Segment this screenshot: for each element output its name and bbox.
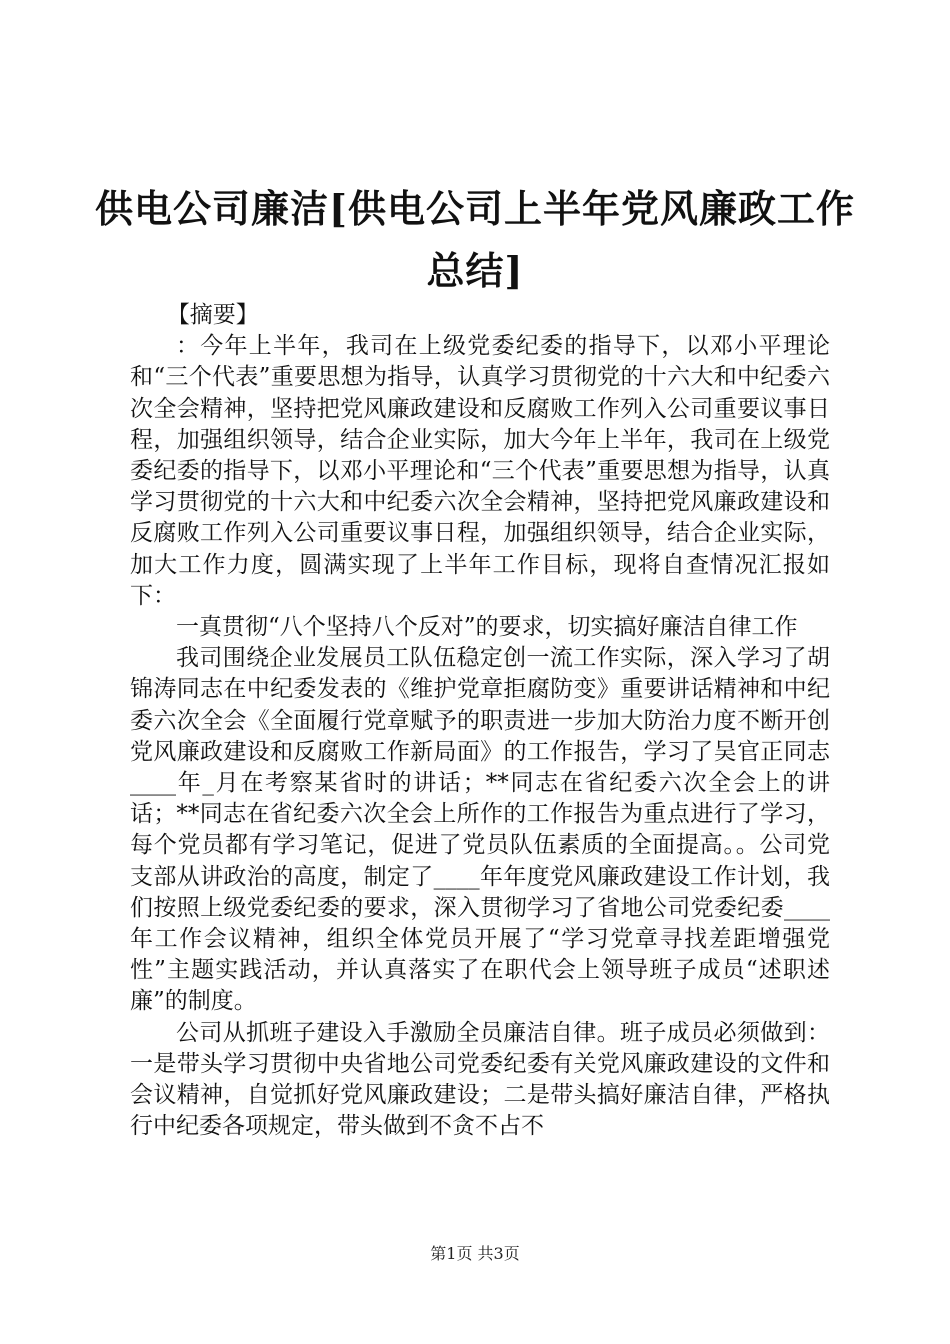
document-body [130,300,830,1142]
paragraph-study: 我司围绕企业发展员工队伍稳定创一流工作实际，深入学习了胡锦涛同志在中纪委发表的《维护党章拒腐防变》重要讲话精神和中纪委六次全会《全面履行党章赋予的职责进一步加大防治力度不断开创党风廉政建设和反腐败工作新局面》的工作报告，学习了吴官正同志____年_月在考察某省时的讲话；**同志在省纪委六次全会上的讲话；**同志在省纪委六次全会上所作的工作报告为重点进行了学习，每个党员都有学习笔记，促进了党员队伍素质的全面提高。。公司党支部从讲政治的高度，制定了____年年度党风廉政建设工作计划，我们按照上级党委纪委的要求，深入贯彻学习了省地公司党委纪委____年工作会议精神，组织全体党员开展了“学习党章寻找差距增强党性”主题实践活动，并认真落实了在职代会上领导班子成员“述职述廉”的制度。 [130,645,830,1015]
paragraph-team-building: 公司从抓班子建设入手激励全员廉洁自律。班子成员必须做到：一是带头学习贯彻中央省地公司党委纪委有关党风廉政建设的文件和会议精神，自觉抓好党风廉政建设；二是带头搞好廉洁自律，严格执行中纪委各项规定，带头做到不贪不占不 [130,1019,830,1140]
paragraph-section-heading: 一真贯彻“八个坚持八个反对”的要求，切实搞好廉洁自律工作 [176,614,798,641]
abstract-label: 【摘要】 [166,302,259,328]
page-number-footer: 第1页 共3页 [430,1244,520,1263]
paragraph-abstract: ：今年上半年，我司在上级党委纪委的指导下，以邓小平理论和“三个代表”重要思想为指导，认真学习贯彻党的十六大和中纪委六次全会精神，坚持把党风廉政建设和反腐败工作列入公司重要议事日程，加强组织领导，结合企业实际，加大今年上半年，我司在上级党委纪委的指导下，以邓小平理论和“三个代表”重要思想为指导，认真学习贯彻党的十六大和中纪委六次全会精神，坚持把党风廉政建设和反腐败工作列入公司重要议事日程，加强组织领导，结合企业实际，加大工作力度，圆满实现了上半年工作目标，现将自查情况汇报如下： [130,333,830,609]
document-title: 供电公司廉洁[供电公司上半年党风廉政工作总结] [95,186,855,293]
